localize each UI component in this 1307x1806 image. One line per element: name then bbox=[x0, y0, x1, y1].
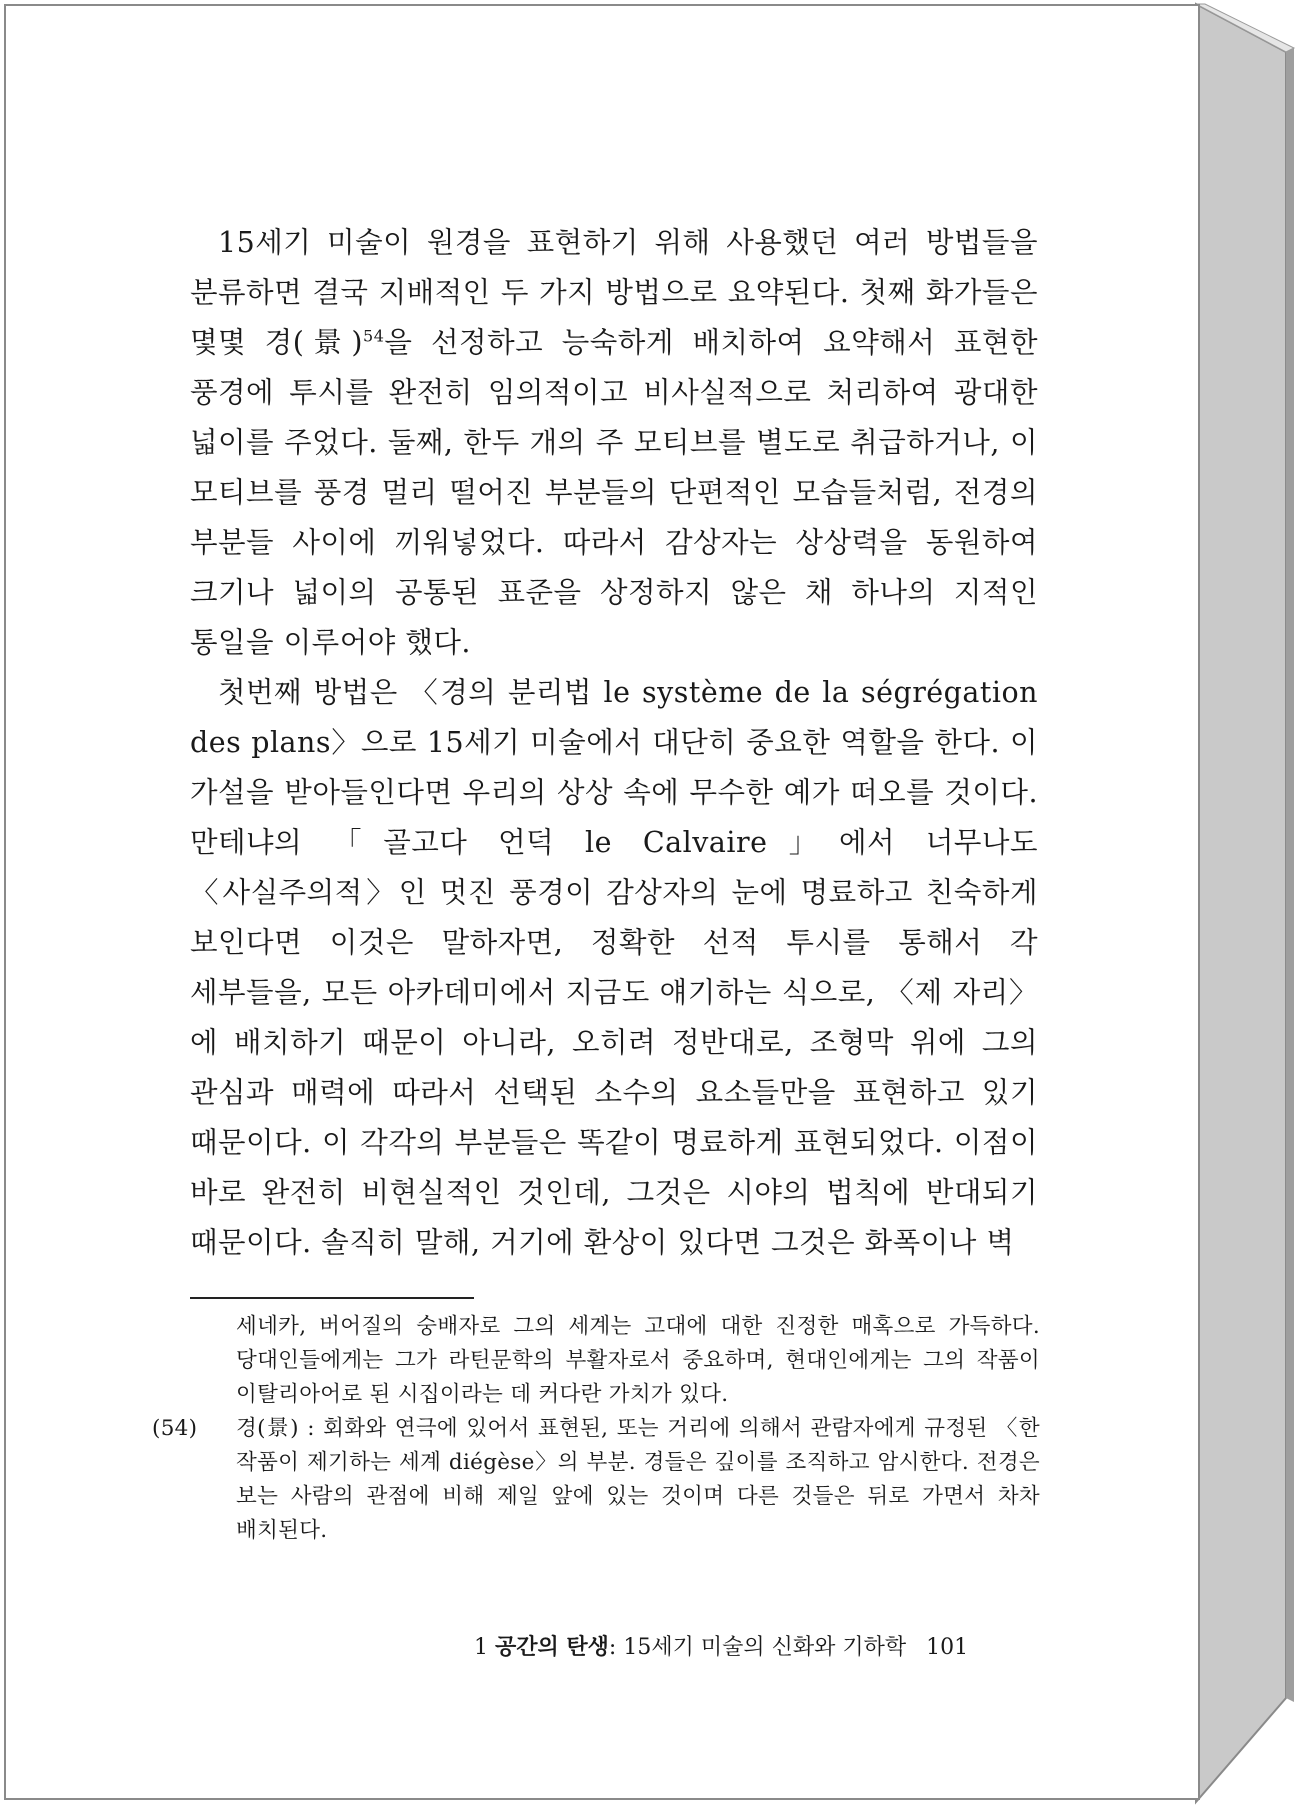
body-text bbox=[190, 218, 1038, 1268]
paragraph-2: 첫번째 방법은 〈경의 분리법 le système de la ségrégation des plans〉으로 15세기 미술에서 대단히 중요한 역할을 한다. 이 가설을 받아들인다면 우리의 상상 속에 무수한 예가 떠오를 것이다. 만테냐의 「골고다 언덕 le Calvaire」에서 너무나도 〈사실주의적〉인 멋진 풍경이 감상자의 눈에 명료하고 친숙하게 보인다면 이것은 말하자면, 정확한 선적 투시를 통해서 각 세부들을, 모든 아카데미에서 지금도 얘기하는 식으로, 〈제 자리〉에 배치하기 때문이 아니라, 오히려 정반대로, 조형막 위에 그의 관심과 매력에 따라서 선택된 소수의 요소들만을 표현하고 있기 때문이다. 이 각각의 부분들은 똑같이 명료하게 표현되었다. 이점이 바로 완전히 비현실적인 것인데, 그것은 시야의 법칙에 반대되기 때문이다. 솔직히 말해, 거기에 환상이 있다면 그것은 화폭이나 벽 bbox=[190, 676, 1038, 1259]
footnote-continued: 세네카, 버어질의 숭배자로 그의 세계는 고대에 대한 진정한 매혹으로 가득하다. 당대인들에게는 그가 라틴문학의 부활자로서 중요하며, 현대인에게는 그의 작품이 이탈리아어로 된 시집이라는 데 커다란 가치가 있다. bbox=[236, 1314, 1040, 1407]
running-footer bbox=[474, 1632, 1014, 1663]
chapter-subtitle: : 15세기 미술의 신화와 기하학 bbox=[608, 1635, 907, 1660]
footnote-54 bbox=[152, 1412, 1040, 1548]
footnote-marker: 54 bbox=[363, 326, 385, 346]
footnote-divider bbox=[190, 1297, 474, 1299]
paragraph-1 bbox=[190, 218, 1038, 668]
paragraph-1-continuation: 을 선정하고 능숙하게 배치하여 요약해서 표현한 풍경에 투시를 완전히 임의적이고 비사실적으로 처리하여 광대한 넓이를 주었다. 둘째, 한두 개의 주 모티브를 별도로 취급하거나, 이 모티브를 풍경 멀리 떨어진 부분들의 단편적인 모습들처럼, 전경의 부분들 사이에 끼워넣었다. 따라서 감상자는 상상력을 동원하여 크기나 넓이의 공통된 표준을 상정하지 않은 채 하나의 지적인 통일을 이루어야 했다. bbox=[190, 326, 1038, 659]
chapter-title: 공간의 탄생 bbox=[495, 1634, 609, 1660]
book-edge-shadow bbox=[1286, 48, 1294, 1702]
page-number: 101 bbox=[926, 1635, 969, 1660]
paragraph-1-text: 15세기 미술이 원경을 표현하기 위해 사용했던 여러 방법들을 분류하면 결국 지배적인 두 가지 방법으로 요약된다. 첫째 화가들은 몇몇 경(景) bbox=[190, 226, 1038, 359]
footnote-number: (54) bbox=[152, 1416, 198, 1441]
book-edge-side bbox=[1196, 4, 1286, 1802]
chapter-number: 1 bbox=[474, 1635, 488, 1660]
footnotes bbox=[152, 1310, 1040, 1548]
footnote-number-text: 54 bbox=[160, 1416, 189, 1441]
footnote-text: 경(景) : 회화와 연극에 있어서 표현된, 또는 거리에 의해서 관람자에게 규정된 〈한 작품이 제기하는 세계 diégèse〉의 부분. 경들은 깊이를 조직하고 암시한다. 전경은 보는 사람의 관점에 비해 제일 앞에 있는 것이며 다른 것들은 뒤로 가면서 차차 배치된다. bbox=[236, 1416, 1040, 1543]
